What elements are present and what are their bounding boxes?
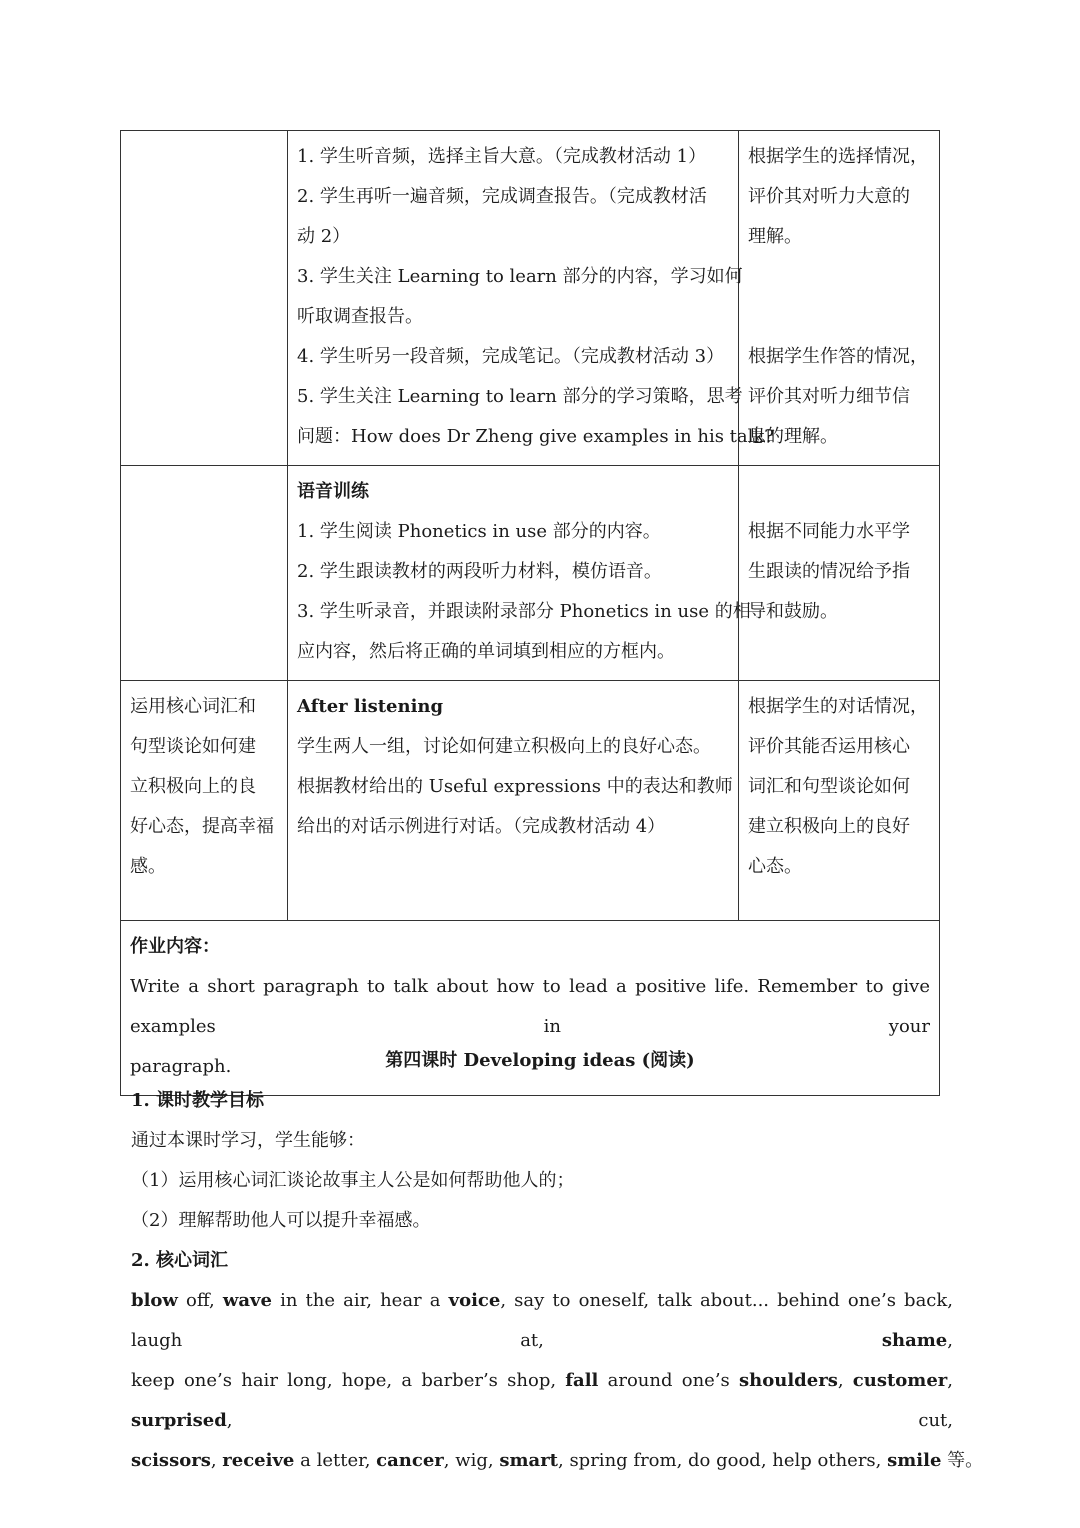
assessment-line: 根据不同能力水平学 (748, 521, 910, 542)
activity-heading: 语音训练 (297, 481, 369, 502)
vocab-text: 等。 (941, 1450, 984, 1471)
assessment-line: 理解。 (748, 226, 802, 247)
objective-cell (121, 681, 288, 921)
vocab-text: , say to oneself, talk about... behind one’s back, laugh at, (131, 1290, 954, 1351)
vocab-text: , (837, 1370, 853, 1391)
vocab-text: in the air, hear a (271, 1290, 449, 1311)
assessment-cell (739, 131, 940, 466)
vocab-keyword: voice (448, 1290, 501, 1311)
vocab-keyword: scissors (131, 1450, 211, 1471)
assessment-line: 导和鼓励。 (748, 601, 838, 622)
objective-line: 句型谈论如何建 (130, 736, 256, 757)
activity-cell (288, 466, 751, 681)
activity-line: 听取调查报告。 (297, 306, 423, 327)
activity-cell (288, 131, 774, 466)
assessment-line: 心态。 (748, 856, 802, 877)
assessment-line: 评价其对听力大意的 (748, 186, 910, 207)
vocab-keyword: wave (222, 1290, 272, 1311)
vocab-text: , cut, (226, 1410, 953, 1431)
goal-item: （1）运用核心词汇谈论故事主人公是如何帮助他人的； (131, 1170, 575, 1191)
vocab-text: , (947, 1370, 953, 1391)
vocab-keyword: smart (499, 1450, 558, 1471)
vocab-line (131, 1281, 953, 1361)
goals-intro: 通过本课时学习，学生能够： (131, 1130, 365, 1151)
vocab-keyword: fall (565, 1370, 599, 1391)
assessment-line: 生跟读的情况给予指 (748, 561, 910, 582)
objective-cell (121, 131, 288, 466)
vocab-keyword: shoulders (739, 1370, 838, 1391)
table-row (121, 131, 940, 466)
assessment-line: 词汇和句型谈论如何 (748, 776, 910, 797)
vocab-heading: 2. 核心词汇 (131, 1250, 229, 1271)
table-row (121, 466, 940, 681)
vocab-keyword: shame (881, 1330, 948, 1351)
assessment-line: 建立积极向上的良好 (748, 816, 910, 837)
activity-line: 4. 学生听另一段音频，完成笔记。（完成教材活动 3） (297, 346, 725, 367)
assessment-line: 根据学生的选择情况， (748, 146, 928, 167)
vocab-text: off, (177, 1290, 223, 1311)
vocab-text: , (210, 1450, 223, 1471)
vocab-line (131, 1441, 984, 1481)
activity-cell (288, 681, 739, 921)
vocab-keyword: cancer (376, 1450, 444, 1471)
table-row (121, 681, 940, 921)
assessment-line: 根据学生的对话情况， (748, 696, 928, 717)
objective-line: 立积极向上的良 (130, 776, 256, 797)
assessment-line: 评价其对听力细节信 (748, 386, 910, 407)
assessment-line: 评价其能否运用核心 (748, 736, 910, 757)
goals-heading: 1. 课时教学目标 (131, 1090, 265, 1111)
vocab-text: , wig, (443, 1450, 500, 1471)
objective-cell (121, 466, 288, 681)
homework-heading: 作业内容： (130, 936, 220, 957)
activity-heading: After listening (297, 696, 444, 717)
activity-line: 3. 学生关注 Learning to learn 部分的内容，学习如何 (297, 266, 743, 287)
activity-line: 2. 学生跟读教材的两段听力材料，模仿语音。 (297, 561, 662, 582)
vocab-text: keep one’s hair long, hope, a barber’s shop, (131, 1370, 566, 1391)
vocab-paragraph (131, 1281, 984, 1481)
vocab-keyword: customer (852, 1370, 948, 1391)
goal-item: （2）理解帮助他人可以提升幸福感。 (131, 1210, 431, 1231)
assessment-line: 息的理解。 (748, 426, 838, 447)
vocab-keyword: blow (131, 1290, 178, 1311)
activity-line: 应内容，然后将正确的单词填到相应的方框内。 (297, 641, 675, 662)
lesson-plan-table (120, 130, 940, 1096)
vocab-text: , (947, 1330, 953, 1351)
activity-line: 3. 学生听录音，并跟读附录部分 Phonetics in use 的相 (297, 601, 751, 622)
vocab-text: around one’s (598, 1370, 740, 1391)
objective-line: 好心态，提高幸福 (130, 816, 274, 837)
vocab-text: , spring from, do good, help others, (558, 1450, 888, 1471)
objective-line: 运用核心词汇和 (130, 696, 256, 717)
assessment-line: 根据学生作答的情况， (748, 346, 928, 367)
activity-line: 动 2） (297, 226, 351, 247)
vocab-text: a letter, (294, 1450, 377, 1471)
activity-line: 问题：How does Dr Zheng give examples in his talk? (297, 426, 774, 447)
vocab-keyword: surprised (131, 1410, 227, 1431)
homework-line: Write a short paragraph to talk about how to lead a positive life. Remember to give examples in your (130, 976, 930, 1037)
vocab-keyword: smile (887, 1450, 942, 1471)
vocab-line (131, 1361, 953, 1441)
activity-line: 5. 学生关注 Learning to learn 部分的学习策略，思考 (297, 386, 743, 407)
homework-line: paragraph. (130, 1056, 232, 1077)
activity-line: 2. 学生再听一遍音频，完成调查报告。（完成教材活 (297, 186, 707, 207)
activity-line: 根据教材给出的 Useful expressions 中的表达和教师 (297, 776, 733, 797)
activity-line: 1. 学生阅读 Phonetics in use 部分的内容。 (297, 521, 661, 542)
activity-line: 给出的对话示例进行对话。（完成教材活动 4） (297, 816, 666, 837)
activity-line: 1. 学生听音频，选择主旨大意。（完成教材活动 1） (297, 146, 707, 167)
activity-line: 学生两人一组，讨论如何建立积极向上的良好心态。 (297, 736, 711, 757)
assessment-cell (739, 681, 940, 921)
objective-line: 感。 (130, 856, 166, 877)
assessment-cell (739, 466, 940, 681)
vocab-keyword: receive (222, 1450, 295, 1471)
section-title: 第四课时 Developing ideas (阅读) (385, 1050, 695, 1071)
